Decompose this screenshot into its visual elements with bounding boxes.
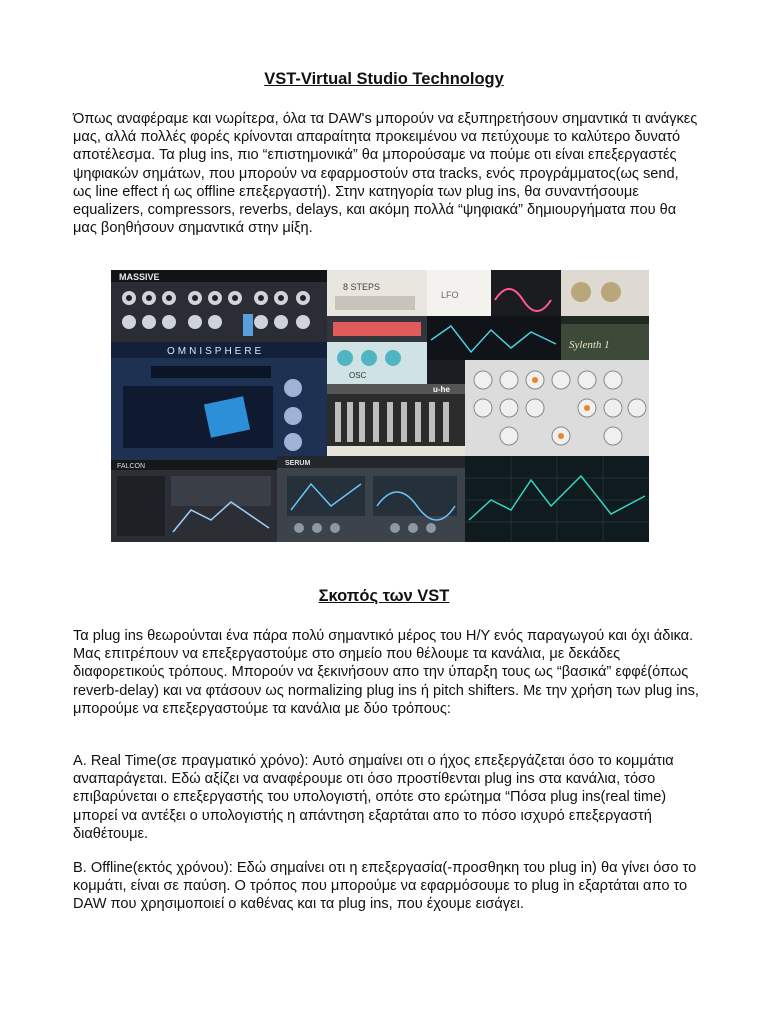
page-title: VST-Virtual Studio Technology — [264, 70, 504, 88]
section-title: Σκοπός των VST — [318, 587, 450, 605]
intro-paragraph: Όπως αναφέραμε και νωρίτερα, όλα τα DAW's μπορούν να εξυπηρετήσουν σημαντικά τι ανάγκες μας, αλλά πολλές φορές κρίνονται απαραίτητα προκειμένου να πετύχουμε το καλύτερο δυνατό αποτέλεσμα. Τα plug ins, πιο “επιστημονικά” θα μπορούσαμε να πούμε οτι είναι επεξεργαστές ψηφιακών σημάτων, που μπορούν να εφαρμοστούν στα tracks, ενός προγράμματος(ως send, ως line effect ή ως offline επεξεργαστή). Στην κατηγορία των plug ins, θα συναντήσουμε equalizers, compressors, reverbs, delays, και ακόμη πολλά “ψηφιακά” δημιουργήματα που θα μας βοηθήσουν σημαντικά στην μίξη. — [73, 111, 698, 237]
osc-label: OSC — [349, 371, 367, 380]
omnisphere-label: OMNISPHERE — [167, 346, 265, 357]
massive-panel — [111, 270, 327, 342]
lfo-label: LFO — [441, 290, 459, 300]
analyzer-panel — [465, 456, 649, 542]
paragraph-offline: B. Offline(εκτός χρόνου): Εδώ σημαίνει οτι η επεξεργασία(-προσθηκη του plug in) θα γίνει όσο το κομμάτι, είναι σε παύση. Ο τρόπος που μπορούμε να εφαρμόσουμε το plug in εξαρτάται απο το DAW που χρησιμοποιεί ο καθένας και τα plug ins, που έχουμε εισάγει. — [73, 860, 697, 913]
omnisphere-panel — [111, 342, 327, 460]
steps-panel — [327, 270, 427, 342]
sylenth-label: Sylenth 1 — [569, 339, 610, 351]
paragraph-purpose: Τα plug ins θεωρούνται ένα πάρα πολύ σημαντικό μέρος του Η/Υ ενός παραγωγού και όχι άδικα. Μας επιτρέπουν να επεξεργαστούμε στο σημείο που θέλουμε τα κανάλια, με δεκάδες διαφορετικούς τρόπους. Μπορούν να ξεκινήσουν απο την ύπαρξη τους ως “βασικά” εφφέ(όπως reverb-delay) και να φτάσουν ως normalizing plug ins ή pitch shifters. Με την χρήση των plug ins, μπορούμε να επεξεργαστούμε τα κανάλια με δύο τρόπους: — [73, 628, 699, 717]
lfo-panel — [427, 270, 649, 316]
steps-label: 8 STEPS — [343, 282, 381, 292]
knobs-panel — [465, 360, 649, 456]
uhe-panel — [327, 384, 465, 456]
serum-panel — [277, 456, 465, 542]
sylenth-panel — [561, 316, 649, 360]
vst-plugins-collage — [111, 270, 649, 542]
uhe-label: u-he — [433, 385, 450, 394]
falcon-panel — [111, 460, 277, 542]
massive-label: MASSIVE — [119, 272, 160, 282]
falcon-label: FALCON — [117, 463, 146, 470]
paragraph-real-time: A. Real Time(σε πραγματικό χρόνο): Αυτό σημαίνει οτι ο ήχος επεξεργάζεται όσο το κομμάτια αναπαράγεται. Εδώ αξίζει να αναφέρουμε οτι όσο προστίθενται plug ins στα κανάλια, τόσο επιβαρύνεται ο επεξεργαστής του υπολογιστή, οπότε στο ερώτημα “Πόσα plug ins(real time) μπορεί να αντέξει ο υπολογιστής η απάντηση εξαρτάται απο το πόσο ισχυρό επεξεργαστή διαθέτουμε. — [73, 753, 674, 842]
serum-label: SERUM — [285, 460, 311, 467]
